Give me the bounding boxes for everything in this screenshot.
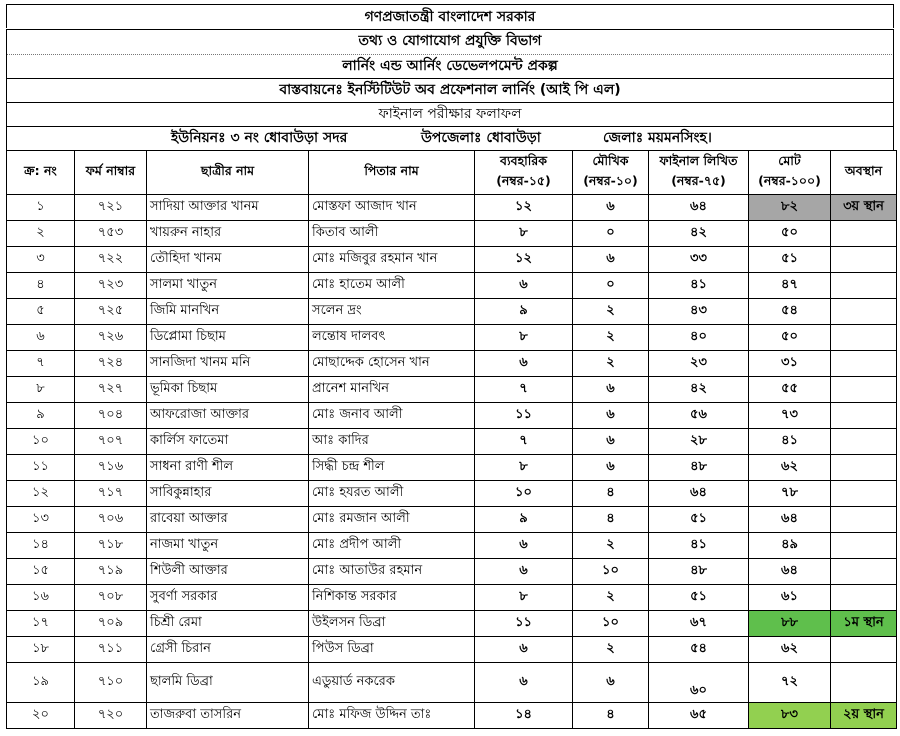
total-cell: ৮৩ — [749, 703, 831, 729]
col-total — [749, 151, 831, 195]
col-student-name: ছাত্রীর নাম — [147, 151, 309, 195]
total-cell: ৫০ — [749, 325, 831, 351]
form-number-cell: ৭০৬ — [75, 507, 147, 533]
father-name-cell: মোঃ জনাব আলী — [309, 403, 475, 429]
district-label: জেলাঃ ময়মনসিংহ। — [603, 130, 712, 146]
written-cell: ৬৪ — [649, 195, 749, 221]
written-cell: ৪১ — [649, 533, 749, 559]
father-name-cell: মোঃ প্রদীপ আলী — [309, 533, 475, 559]
father-name-cell: কিতাব আলী — [309, 221, 475, 247]
position-cell — [831, 559, 897, 585]
father-name-cell: পিউস ডিব্রা — [309, 637, 475, 663]
table-row — [7, 637, 897, 663]
father-name-cell: মোঃ মফিজ উদ্দিন তাঃ — [309, 703, 475, 729]
form-number-cell: ৭১০ — [75, 663, 147, 703]
table-row — [7, 455, 897, 481]
serial-cell: ৫ — [7, 299, 75, 325]
total-cell: ৬৪ — [749, 559, 831, 585]
serial-cell: ৯ — [7, 403, 75, 429]
table-row — [7, 195, 897, 221]
oral-cell: ৪ — [573, 703, 649, 729]
table-row — [7, 299, 897, 325]
written-cell: ৫১ — [649, 585, 749, 611]
table-row — [7, 663, 897, 703]
student-name-cell: সালমা খাতুন — [147, 273, 309, 299]
oral-cell: ৬ — [573, 429, 649, 455]
position-cell — [831, 351, 897, 377]
exam-title: ফাইনাল পরীক্ষার ফলাফল — [6, 102, 894, 126]
oral-cell: ৬ — [573, 403, 649, 429]
col-father-name: পিতার নাম — [309, 151, 475, 195]
position-cell — [831, 533, 897, 559]
total-cell: ৫০ — [749, 221, 831, 247]
student-name-cell: গ্রেসী চিরান — [147, 637, 309, 663]
form-number-cell: ৭২৭ — [75, 377, 147, 403]
written-cell: ৬০ — [649, 663, 749, 703]
oral-cell: ০ — [573, 273, 649, 299]
table-row — [7, 481, 897, 507]
student-name-cell: সাদিয়া আক্তার খানম — [147, 195, 309, 221]
serial-cell: ৪ — [7, 273, 75, 299]
oral-cell: ০ — [573, 221, 649, 247]
form-number-cell: ৭১৭ — [75, 481, 147, 507]
form-number-cell: ৭১৬ — [75, 455, 147, 481]
practical-cell: ৬ — [475, 559, 573, 585]
col-oral — [573, 151, 649, 195]
serial-cell: ১৯ — [7, 663, 75, 703]
position-cell — [831, 455, 897, 481]
table-row — [7, 377, 897, 403]
total-cell: ৩১ — [749, 351, 831, 377]
col-written-max: (নম্বর-৭৫) — [671, 172, 726, 188]
form-number-cell: ৭২৩ — [75, 273, 147, 299]
practical-cell: ১২ — [475, 195, 573, 221]
oral-cell: ২ — [573, 351, 649, 377]
form-number-cell: ৭০৪ — [75, 403, 147, 429]
written-cell: ৪১ — [649, 273, 749, 299]
total-cell: ৮২ — [749, 195, 831, 221]
total-cell: ৬২ — [749, 455, 831, 481]
table-row — [7, 585, 897, 611]
oral-cell: ২ — [573, 299, 649, 325]
col-practical-title: ব্যবহারিক — [500, 152, 547, 168]
father-name-cell: প্রানেশ মানখিন — [309, 377, 475, 403]
serial-cell: ২ — [7, 221, 75, 247]
header-row — [7, 151, 897, 195]
oral-cell: ২ — [573, 585, 649, 611]
position-cell — [831, 663, 897, 703]
student-name-cell: ডিপ্লোমা চিছাম — [147, 325, 309, 351]
position-cell: ৩য় স্থান — [831, 195, 897, 221]
position-cell — [831, 325, 897, 351]
father-name-cell: মোছাদ্দেক হোসেন খান — [309, 351, 475, 377]
position-cell — [831, 507, 897, 533]
student-name-cell: শিউলী আক্তার — [147, 559, 309, 585]
student-name-cell: ভূমিকা চিছাম — [147, 377, 309, 403]
results-table — [6, 150, 897, 729]
serial-cell: ১ — [7, 195, 75, 221]
total-cell: ৬১ — [749, 585, 831, 611]
practical-cell: ৬ — [475, 273, 573, 299]
form-number-cell: ৭০৯ — [75, 611, 147, 637]
written-cell: ৪২ — [649, 377, 749, 403]
form-number-cell: ৭২১ — [75, 195, 147, 221]
upazila-label: উপজেলাঃ ধোবাউড়া — [421, 130, 541, 146]
written-cell: ২৩ — [649, 351, 749, 377]
practical-cell: ১১ — [475, 403, 573, 429]
col-position: অবস্থান — [831, 151, 897, 195]
col-form-number: ফর্ম নাম্বার — [75, 151, 147, 195]
oral-cell: ২ — [573, 637, 649, 663]
written-cell: ৪২ — [649, 221, 749, 247]
practical-cell: ১০ — [475, 481, 573, 507]
position-cell — [831, 221, 897, 247]
table-row — [7, 221, 897, 247]
student-name-cell: সানজিদা খানম মনি — [147, 351, 309, 377]
practical-cell: ১২ — [475, 247, 573, 273]
written-cell: ৪৮ — [649, 455, 749, 481]
father-name-cell: মোঃ আতাউর রহমান — [309, 559, 475, 585]
practical-cell: ৮ — [475, 221, 573, 247]
serial-cell: ১৮ — [7, 637, 75, 663]
form-number-cell: ৭৫৩ — [75, 221, 147, 247]
student-name-cell: নাজমা খাতুন — [147, 533, 309, 559]
total-cell: ৬২ — [749, 637, 831, 663]
col-written — [649, 151, 749, 195]
position-cell — [831, 403, 897, 429]
implementer-title: বাস্তবায়নেঃ ইনস্টিটিউট অব প্রফেশনাল লার্নিং (আই পি এল) — [6, 78, 894, 102]
serial-cell: ৭ — [7, 351, 75, 377]
student-name-cell: জিমি মানখিন — [147, 299, 309, 325]
father-name-cell: মোঃ হাতেম আলী — [309, 273, 475, 299]
serial-cell: ১১ — [7, 455, 75, 481]
written-cell: ৪৮ — [649, 559, 749, 585]
serial-cell: ৮ — [7, 377, 75, 403]
written-cell: ৪০ — [649, 325, 749, 351]
union-label: ইউনিয়নঃ ৩ নং ধোবাউড়া সদর — [171, 130, 348, 146]
written-cell: ৪৩ — [649, 299, 749, 325]
practical-cell: ৬ — [475, 637, 573, 663]
form-number-cell: ৭০৮ — [75, 585, 147, 611]
practical-cell: ৯ — [475, 299, 573, 325]
father-name-cell: উইলসন ডিব্রা — [309, 611, 475, 637]
total-cell: ৫১ — [749, 247, 831, 273]
form-number-cell: ৭০৭ — [75, 429, 147, 455]
position-cell: ২য় স্থান — [831, 703, 897, 729]
student-name-cell: তৌহিদা খানম — [147, 247, 309, 273]
practical-cell: ১১ — [475, 611, 573, 637]
written-cell: ৩৩ — [649, 247, 749, 273]
table-row — [7, 247, 897, 273]
form-number-cell: ৭১১ — [75, 637, 147, 663]
father-name-cell: এডুয়ার্ড নকরেক — [309, 663, 475, 703]
student-name-cell: রাবেয়া আক্তার — [147, 507, 309, 533]
student-name-cell: ছালমি ডিব্রা — [147, 663, 309, 703]
student-name-cell: চিশ্রী রেমা — [147, 611, 309, 637]
form-number-cell: ৭১৮ — [75, 533, 147, 559]
written-cell: ৬৭ — [649, 611, 749, 637]
form-number-cell: ৭২২ — [75, 247, 147, 273]
father-name-cell: মোঃ রমজান আলী — [309, 507, 475, 533]
serial-cell: ১৫ — [7, 559, 75, 585]
table-row — [7, 325, 897, 351]
total-cell: ৪৯ — [749, 533, 831, 559]
form-number-cell: ৭২৪ — [75, 351, 147, 377]
serial-cell: ১৩ — [7, 507, 75, 533]
table-row — [7, 273, 897, 299]
oral-cell: ৬ — [573, 663, 649, 703]
table-row — [7, 533, 897, 559]
oral-cell: ৬ — [573, 247, 649, 273]
student-name-cell: আফরোজা আক্তার — [147, 403, 309, 429]
written-cell: ৬৪ — [649, 481, 749, 507]
position-cell — [831, 273, 897, 299]
govt-title: গণপ্রজাতন্ত্রী বাংলাদেশ সরকার — [6, 4, 894, 28]
serial-cell: ৩ — [7, 247, 75, 273]
col-practical-max: (নম্বর-১৫) — [496, 172, 551, 188]
total-cell: ৪৭ — [749, 273, 831, 299]
serial-cell: ২০ — [7, 703, 75, 729]
position-cell — [831, 585, 897, 611]
practical-cell: ৮ — [475, 325, 573, 351]
total-cell: ৬৪ — [749, 507, 831, 533]
col-written-title: ফাইনাল লিখিত — [659, 152, 738, 168]
written-cell: ৫৬ — [649, 403, 749, 429]
father-name-cell: মোঃ মজিবুর রহমান খান — [309, 247, 475, 273]
total-cell: ৫৫ — [749, 377, 831, 403]
col-serial: ক্র: নং — [7, 151, 75, 195]
serial-cell: ৬ — [7, 325, 75, 351]
total-cell: ৮৮ — [749, 611, 831, 637]
oral-cell: ২ — [573, 325, 649, 351]
practical-cell: ৮ — [475, 585, 573, 611]
practical-cell: ৭ — [475, 377, 573, 403]
table-row — [7, 351, 897, 377]
practical-cell: ৮ — [475, 455, 573, 481]
father-name-cell: আঃ কাদির — [309, 429, 475, 455]
col-oral-title: মৌখিক — [592, 152, 629, 168]
form-number-cell: ৭২০ — [75, 703, 147, 729]
written-cell: ২৮ — [649, 429, 749, 455]
position-cell — [831, 247, 897, 273]
oral-cell: ৬ — [573, 455, 649, 481]
table-row — [7, 703, 897, 729]
oral-cell: ৬ — [573, 195, 649, 221]
serial-cell: ১৭ — [7, 611, 75, 637]
table-row — [7, 611, 897, 637]
table-row — [7, 559, 897, 585]
practical-cell: ৬ — [475, 663, 573, 703]
total-cell: ৭৩ — [749, 403, 831, 429]
written-cell: ৫১ — [649, 507, 749, 533]
practical-cell: ১৪ — [475, 703, 573, 729]
form-number-cell: ৭১৯ — [75, 559, 147, 585]
father-name-cell: সিদ্ধী চন্দ্র শীল — [309, 455, 475, 481]
oral-cell: ৪ — [573, 481, 649, 507]
project-title: লার্নিং এন্ড আর্নিং ডেভেলপমেন্ট প্রকল্প — [6, 54, 894, 78]
position-cell — [831, 637, 897, 663]
table-row — [7, 403, 897, 429]
serial-cell: ১২ — [7, 481, 75, 507]
student-name-cell: কার্লিস ফাতেমা — [147, 429, 309, 455]
student-name-cell: সাধনা রাণী শীল — [147, 455, 309, 481]
total-cell: ৪১ — [749, 429, 831, 455]
student-name-cell: খায়রুন নাহার — [147, 221, 309, 247]
table-row — [7, 507, 897, 533]
practical-cell: ৭ — [475, 429, 573, 455]
oral-cell: ৪ — [573, 507, 649, 533]
father-name-cell: সলেন দ্রং — [309, 299, 475, 325]
oral-cell: ১০ — [573, 611, 649, 637]
written-cell: ৬৫ — [649, 703, 749, 729]
practical-cell: ৬ — [475, 533, 573, 559]
position-cell — [831, 299, 897, 325]
col-practical — [475, 151, 573, 195]
position-cell: ১ম স্থান — [831, 611, 897, 637]
oral-cell: ২ — [573, 533, 649, 559]
col-total-max: (নম্বর-১০০) — [758, 172, 821, 188]
ministry-title: তথ্য ও যোগাযোগ প্রযুক্তি বিভাগ — [6, 29, 894, 54]
table-row — [7, 429, 897, 455]
father-name-cell: নিশিকান্ত সরকার — [309, 585, 475, 611]
oral-cell: ৬ — [573, 377, 649, 403]
oral-cell: ১০ — [573, 559, 649, 585]
father-name-cell: মোস্তফা আজাদ খান — [309, 195, 475, 221]
form-number-cell: ৭২৬ — [75, 325, 147, 351]
student-name-cell: সুবর্ণা সরকার — [147, 585, 309, 611]
serial-cell: ১০ — [7, 429, 75, 455]
col-oral-max: (নম্বর-১০) — [583, 172, 638, 188]
position-cell — [831, 377, 897, 403]
serial-cell: ১৬ — [7, 585, 75, 611]
total-cell: ৭৮ — [749, 481, 831, 507]
form-number-cell: ৭২৫ — [75, 299, 147, 325]
location-line — [6, 126, 894, 150]
student-name-cell: তাজরুবা তাসরিন — [147, 703, 309, 729]
total-cell: ৭২ — [749, 663, 831, 703]
position-cell — [831, 481, 897, 507]
practical-cell: ৯ — [475, 507, 573, 533]
student-name-cell: সাবিকুন্নাহার — [147, 481, 309, 507]
practical-cell: ৬ — [475, 351, 573, 377]
col-total-title: মোট — [778, 152, 801, 168]
position-cell — [831, 429, 897, 455]
father-name-cell: মোঃ হযরত আলী — [309, 481, 475, 507]
total-cell: ৫৪ — [749, 299, 831, 325]
father-name-cell: লন্তোষ দালবৎ — [309, 325, 475, 351]
written-cell: ৫৪ — [649, 637, 749, 663]
serial-cell: ১৪ — [7, 533, 75, 559]
